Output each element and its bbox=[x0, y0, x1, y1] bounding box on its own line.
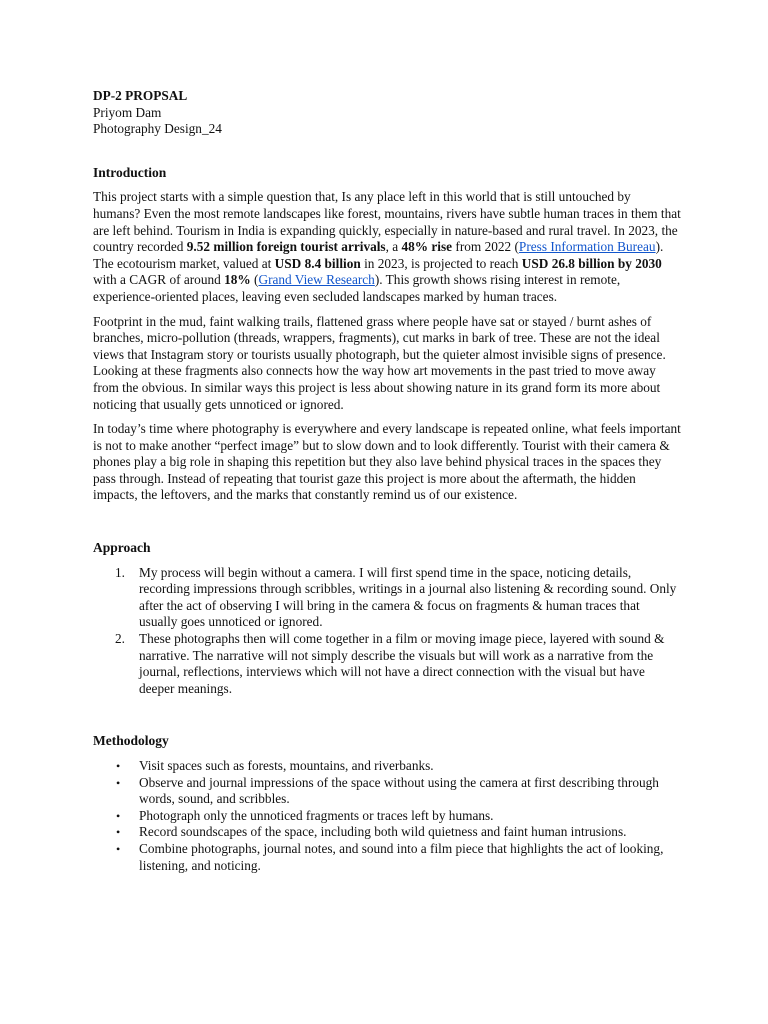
text-run: from 2022 ( bbox=[452, 239, 519, 255]
introduction-heading: Introduction bbox=[93, 164, 167, 180]
list-item bbox=[93, 565, 681, 631]
text-run: ). This growth shows rising interest in remote, experience-oriented places, leaving even secluded landscapes marked by human traces. bbox=[93, 272, 621, 304]
list-item bbox=[93, 841, 681, 874]
stat-cagr: 18% bbox=[224, 272, 251, 288]
bullet-icon: • bbox=[116, 825, 121, 840]
text-run: This project starts with a simple question that, Is any place left in this world that is still untouched by humans? Even the most remote landscapes like forest, mountains, rivers have subtle human traces in them that are left behind. Tourism in India is expanding quickly, especially in nature-based and rural travel. In 2023, the country recorded bbox=[93, 189, 681, 255]
list-number: 1. bbox=[115, 564, 125, 580]
document-body bbox=[93, 88, 681, 874]
stat-rise: 48% rise bbox=[401, 239, 453, 255]
document-header bbox=[93, 88, 681, 138]
list-item-text: These photographs then will come together in a film or moving image piece, layered with sound & narrative. The narrative will not simply describe the visuals but will work as a narrative from the journal, reflections, interviews which will not have a direct connection with the visual but have deeper meanings. bbox=[139, 631, 665, 696]
document-title: DP-2 PROPSAL bbox=[93, 88, 188, 103]
text-run: in 2023, is projected to reach bbox=[360, 255, 522, 271]
approach-list bbox=[93, 565, 681, 698]
list-item-text: Record soundscapes of the space, including both wild quietness and faint human intrusions. bbox=[139, 824, 627, 840]
text-run: ( bbox=[250, 272, 259, 288]
list-item-text: Combine photographs, journal notes, and sound into a film piece that highlights the act of looking, listening, and noticing. bbox=[139, 840, 664, 873]
course-name: Photography Design_24 bbox=[93, 121, 222, 137]
methodology-heading: Methodology bbox=[93, 733, 169, 749]
list-number: 2. bbox=[115, 631, 125, 647]
introduction-paragraph-1 bbox=[93, 189, 681, 305]
stat-ecotourism-value: USD 8.4 billion bbox=[274, 255, 361, 271]
bullet-icon: • bbox=[116, 841, 121, 856]
list-item bbox=[93, 808, 681, 825]
grand-view-research-link[interactable]: Grand View Research bbox=[258, 272, 375, 288]
list-item bbox=[93, 631, 681, 697]
press-information-bureau-link[interactable]: Press Information Bureau bbox=[518, 239, 656, 255]
list-item-text: Visit spaces such as forests, mountains, and riverbanks. bbox=[139, 758, 434, 773]
introduction-paragraph-3: In today’s time where photography is everywhere and every landscape is repeated online, what feels important is not to make another “perfect image” but to slow down and to look differently. Tourist with their camera & phones play a big role in shaping this repetition but they also lave behind physical traces in the spaces they pass through. Instead of repeating that tourist gaze this project is more about the aftermath, the hidden impacts, the leftovers, and the marks that constantly remind us of our existence. bbox=[93, 421, 681, 503]
bullet-icon: • bbox=[116, 775, 121, 790]
list-item-text: Photograph only the unnoticed fragments or traces left by humans. bbox=[139, 807, 494, 823]
introduction-paragraph-2: Footprint in the mud, faint walking trails, flattened grass where people have sat or stayed / burnt ashes of branches, micro-pollution (threads, wrappers, fragments), cut marks in bark of tree. These are not the ideal views that Instagram story or tourists usually photograph, but the quieter almost invisible signs of presence. Looking at these fragments also connects how the way how art movements in the past tried to move away from the obvious. In similar ways this project is less about showing nature in its grand form its more about noticing that usually gets unnoticed or ignored. bbox=[93, 313, 666, 412]
author-name: Priyom Dam bbox=[93, 104, 162, 120]
approach-heading: Approach bbox=[93, 540, 151, 556]
bullet-icon: • bbox=[116, 759, 121, 773]
list-item bbox=[93, 775, 681, 808]
text-run: , a bbox=[385, 239, 402, 255]
list-item-text: My process will begin without a camera. I will first spend time in the space, noticing details, recording impressions through scribbles, writings in a journal also listening & recording sound. Only after the act of observing I will bring in the camera & focus on fragments & human traces that usually goes unnoticed or ignored. bbox=[139, 564, 677, 630]
methodology-list bbox=[93, 758, 681, 874]
list-item bbox=[93, 758, 681, 775]
list-item-text: Observe and journal impressions of the space without using the camera at first describing through words, sound, and scribbles. bbox=[139, 774, 659, 807]
list-item bbox=[93, 824, 681, 841]
text-run: with a CAGR of around bbox=[93, 272, 225, 288]
bullet-icon: • bbox=[116, 808, 121, 823]
text-run: ). The ecotourism market, valued at bbox=[93, 239, 664, 271]
stat-foreign-arrivals: 9.52 million foreign tourist arrivals bbox=[186, 239, 386, 255]
stat-ecotourism-projection: USD 26.8 billion by 2030 bbox=[521, 255, 662, 271]
